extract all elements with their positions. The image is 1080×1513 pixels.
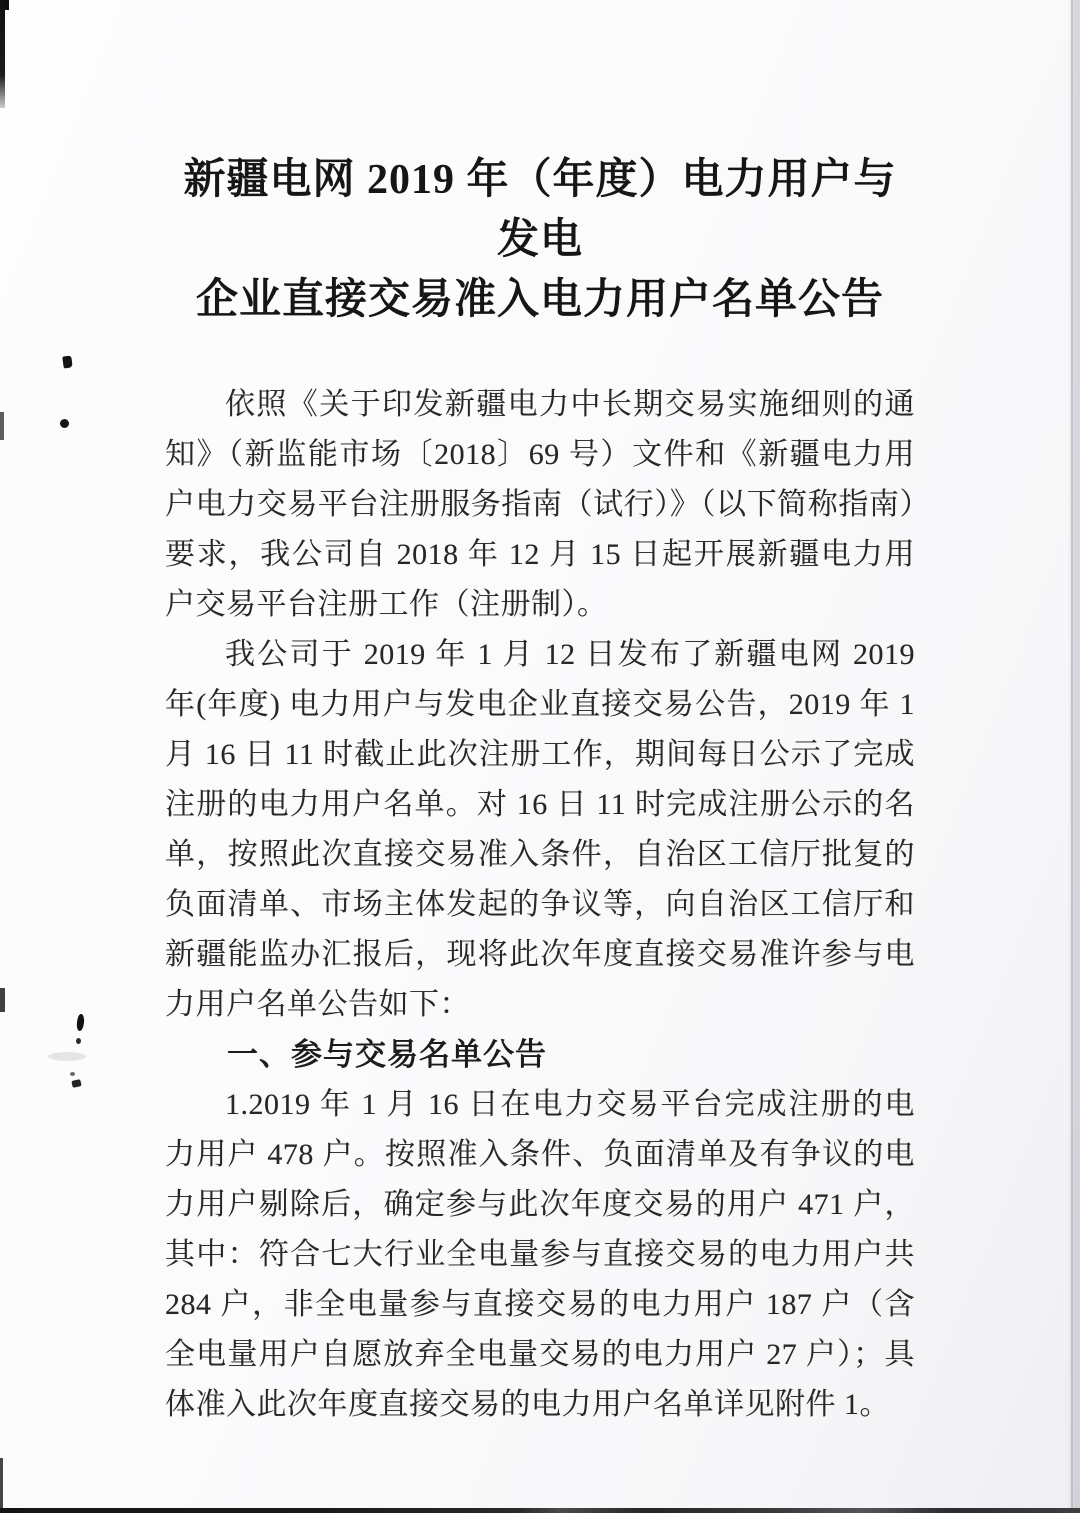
paragraph-registration-process: 我公司于 2019 年 1 月 12 日发布了新疆电网 2019 年(年度) 电力用户与发电企业直接交易公告，2019 年 1 月 16 日 11 时截止此次注册工作，期间每日公示了完成注册的电力用户名单。对 16 日 11 时完成注册公示的名单，按照此次直接交易准入条件，自治区工信厅批复的负面清单、市场主体发起的争议等，向自治区工信厅和新疆能监办汇报后，现将此次年度直接交易准许参与电力用户名单公告如下： bbox=[165, 638, 915, 1021]
paragraph-intro-basis: 依照《关于印发新疆电力中长期交易实施细则的通知》（新监能市场〔2018〕69 号）文件和《新疆电力用户电力交易平台注册服务指南（试行）》（以下简称指南）要求，我公司自 2018 年 12 月 15 日起开展新疆电力用户交易平台注册工作（注册制）。 bbox=[165, 388, 915, 621]
document-title-line-2: 企业直接交易准入电力用户名单公告 bbox=[195, 277, 884, 323]
scan-left-edge-strip bbox=[0, 0, 5, 108]
scan-left-edge-mark bbox=[0, 1458, 3, 1513]
scan-bottom-edge-line bbox=[0, 1508, 1080, 1513]
document-title-line-1: 新疆电网 2019 年（年度）电力用户与发电 bbox=[183, 157, 897, 263]
scan-corner-mark bbox=[0, 0, 9, 10]
document-content bbox=[0, 150, 1080, 1430]
document-title bbox=[165, 150, 915, 330]
section-heading-participation-list: 一、参与交易名单公告 bbox=[227, 1037, 547, 1072]
paragraph-user-statistics: 1.2019 年 1 月 16 日在电力交易平台完成注册的电力用户 478 户。按照准入条件、负面清单及有争议的电力用户剔除后，确定参与此次年度交易的用户 471 户，其中：符合七大行业全电量参与直接交易的电力用户共 284 户，非全电量参与直接交易的电力用户 187 户（含全电量用户自愿放弃全电量交易的电力用户 27 户）；具体准入此次年度直接交易的电力用户名单详见附件 1。 bbox=[165, 1088, 915, 1421]
